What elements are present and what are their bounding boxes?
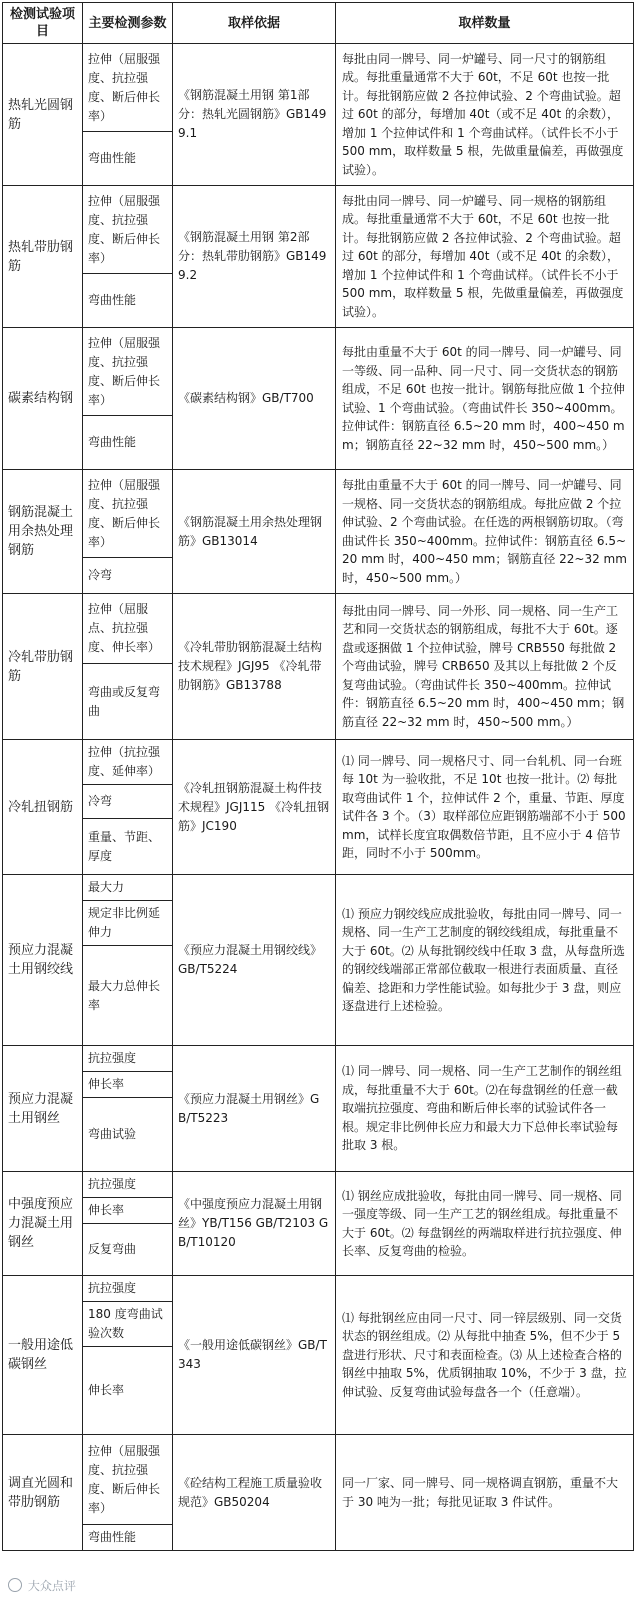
cell-item: 中强度预应力混凝土用钢丝	[3, 1172, 83, 1276]
watermark-logo-icon	[8, 1578, 22, 1592]
header-basis: 取样依据	[173, 3, 336, 44]
table-row	[3, 875, 634, 901]
cell-param: 抗拉强度	[83, 1276, 173, 1302]
cell-param: 弯曲或反复弯曲	[83, 664, 173, 740]
watermark	[8, 1577, 76, 1594]
cell-basis: 《钢筋混凝土用余热处理钢筋》GB13014	[173, 470, 336, 594]
cell-param: 拉伸（屈服强度、抗拉强度、断后伸长率）	[83, 186, 173, 274]
cell-param: 弯曲性能	[83, 416, 173, 470]
cell-basis: 《砼结构工程施工质量验收规范》GB50204	[173, 1435, 336, 1551]
table-row	[3, 1276, 634, 1302]
cell-quantity: ⑴ 每批钢丝应由同一尺寸、同一锌层级别、同一交货状态的钢丝组成。⑵ 从每批中抽查 5%，但不少于 5 盘进行形状、尺寸和表面检查。⑶ 从上述检查合格的钢丝中抽取 5%，优质钢抽取 10%，不少于 3 盘，拉伸试验、反复弯曲试验每盘各一个（任意端）。	[336, 1276, 634, 1435]
table-row	[3, 44, 634, 132]
table-row	[3, 594, 634, 664]
table-row	[3, 1046, 634, 1072]
cell-basis: 《钢筋混凝土用钢 第2部分：热轧带肋钢筋》GB1499.2	[173, 186, 336, 328]
header-item: 检测试验项目	[3, 3, 83, 44]
cell-param: 弯曲性能	[83, 1525, 173, 1551]
cell-item: 热轧光圆钢筋	[3, 44, 83, 186]
cell-param: 抗拉强度	[83, 1172, 173, 1198]
cell-param: 拉伸（屈服点、抗拉强度、伸长率）	[83, 594, 173, 664]
cell-basis: 《预应力混凝土用钢绞线》GB/T5224	[173, 875, 336, 1046]
cell-param: 重量、节距、厚度	[83, 819, 173, 875]
header-params: 主要检测参数	[83, 3, 173, 44]
cell-quantity: ⑴ 钢丝应成批验收，每批由同一牌号、同一规格、同一强度等级、同一生产工艺的钢丝组成。每批重量不大于 60t。⑵ 每盘钢丝的两端取样进行抗拉强度、伸长率、反复弯曲的检验。	[336, 1172, 634, 1276]
cell-param: 冷弯	[83, 785, 173, 819]
table-row	[3, 328, 634, 416]
cell-basis: 《碳素结构钢》GB/T700	[173, 328, 336, 470]
cell-quantity: 每批由重量不大于 60t 的同一牌号、同一炉罐号、同一等级、同一品种、同一尺寸、同一交货状态的钢筋组成，不足 60t 也按一批计。钢筋每批应做 1 个拉伸试验、1 个弯曲试验。（弯曲试件长 350~400mm。拉伸试件：钢筋直径 6.5~20 mm 时，400~450 mm；钢筋直径 22~32 mm 时，450~500 mm。）	[336, 328, 634, 470]
cell-quantity: 同一厂家、同一牌号、同一规格调直钢筋，重量不大于 30 吨为一批；每批见证取 3 件试件。	[336, 1435, 634, 1551]
table-body	[3, 44, 634, 1551]
cell-param: 伸长率	[83, 1347, 173, 1435]
table-header-row	[3, 3, 634, 44]
cell-quantity: 每批由同一牌号、同一炉罐号、同一尺寸的钢筋组成。每批重量通常不大于 60t，不足 60t 也按一批计。每批钢筋应做 2 各拉伸试验、2 个弯曲试验。超过 60t 的部分，每增加 40t（或不足 40t 的余数），增加 1 个拉伸试件和 1 个弯曲试样。（试件长不小于 500 mm，取样数量 5 根，先做重量偏差，再做强度试验）。	[336, 44, 634, 186]
cell-param: 反复弯曲	[83, 1224, 173, 1276]
cell-param: 最大力	[83, 875, 173, 901]
cell-basis: 《中强度预应力混凝土用钢丝》YB/T156 GB/T2103 GB/T10120	[173, 1172, 336, 1276]
cell-param: 弯曲性能	[83, 274, 173, 328]
cell-basis: 《一般用途低碳钢丝》GB/T343	[173, 1276, 336, 1435]
cell-param: 弯曲性能	[83, 132, 173, 186]
cell-item: 碳素结构钢	[3, 328, 83, 470]
cell-quantity: 每批由重量不大于 60t 的同一牌号、同一炉罐号、同一规格、同一交货状态的钢筋组成。每批应做 2 个拉伸试验、2 个弯曲试验。在任选的两根钢筋切取。（弯曲试件长 350~400mm。拉伸试件：钢筋直径 6.5~20 mm 时，400~450 mm；钢筋直径 22~32 mm 时，450~500 mm。）	[336, 470, 634, 594]
cell-param: 拉伸（屈服强度、抗拉强度、断后伸长率）	[83, 1435, 173, 1525]
cell-item: 钢筋混凝土用余热处理钢筋	[3, 470, 83, 594]
watermark-text: 大众点评	[27, 1579, 76, 1593]
cell-quantity: 每批由同一牌号、同一炉罐号、同一规格的钢筋组成。每批重量通常不大于 60t，不足 60t 也按一批计。每批钢筋应做 2 各拉伸试验、2 个弯曲试验。超过 60t 的部分，每增加 40t（或不足 40t 的余数），增加 1 个拉伸试件和 1 个弯曲试样。（试件长不小于 500 mm，取样数量 5 根，先做重量偏差，再做强度试验）。	[336, 186, 634, 328]
table-row	[3, 470, 634, 558]
cell-quantity: 每批由同一牌号、同一外形、同一规格、同一生产工艺和同一交货状态的钢筋组成，每批不大于 60t。逐盘或逐捆做 1 个拉伸试验，牌号 CRB550 每批做 2 个弯曲试验，牌号 CRB650 及其以上每批做 2 个反复弯曲试验。（弯曲试件长 350~400mm。拉伸试件：钢筋直径 6.5~20 mm 时，400~450 mm；钢筋直径 22~32 mm 时，450~500 mm。）	[336, 594, 634, 740]
cell-quantity: ⑴ 同一牌号、同一规格、同一生产工艺制作的钢丝组成，每批重量不大于 60t。⑵在每盘钢丝的任意一截取端抗拉强度、弯曲和断后伸长率的试验试件各一根。规定非比例伸长应力和最大力下总伸长率试验每批取 3 根。	[336, 1046, 634, 1172]
cell-item: 调直光圆和带肋钢筋	[3, 1435, 83, 1551]
cell-param: 拉伸（抗拉强度、延伸率）	[83, 740, 173, 785]
cell-basis: 《预应力混凝土用钢丝》GB/T5223	[173, 1046, 336, 1172]
table-row	[3, 1435, 634, 1525]
sampling-table	[2, 2, 634, 1551]
cell-quantity: ⑴ 预应力钢绞线应成批验收，每批由同一牌号、同一规格、同一生产工艺制度的钢绞线组成，每批重量不大于 60t。⑵ 从每批钢绞线中任取 3 盘，从每盘所选的钢绞线端部正常部位截取一根进行表面质量、直径偏差、捻距和力学性能试验。如每批少于 3 盘，则应逐盘进行上述检验。	[336, 875, 634, 1046]
cell-item: 热轧带肋钢筋	[3, 186, 83, 328]
cell-param: 最大力总伸长率	[83, 946, 173, 1046]
cell-basis: 《钢筋混凝土用钢 第1部分：热轧光圆钢筋》GB1499.1	[173, 44, 336, 186]
cell-item: 冷轧带肋钢筋	[3, 594, 83, 740]
cell-param: 抗拉强度	[83, 1046, 173, 1072]
cell-item: 一般用途低碳钢丝	[3, 1276, 83, 1435]
cell-param: 弯曲试验	[83, 1098, 173, 1172]
cell-param: 伸长率	[83, 1198, 173, 1224]
cell-param: 拉伸（屈服强度、抗拉强度、断后伸长率）	[83, 470, 173, 558]
table-row	[3, 1172, 634, 1198]
cell-param: 伸长率	[83, 1072, 173, 1098]
cell-param: 拉伸（屈服强度、抗拉强度、断后伸长率）	[83, 44, 173, 132]
cell-item: 冷轧扭钢筋	[3, 740, 83, 875]
cell-basis: 《冷轧扭钢筋混凝土构件技术规程》JGJ115 《冷轧扭钢筋》JC190	[173, 740, 336, 875]
header-quantity: 取样数量	[336, 3, 634, 44]
table-row	[3, 186, 634, 274]
cell-quantity: ⑴ 同一牌号、同一规格尺寸、同一台轧机、同一台班每 10t 为一验收批，不足 10t 也按一批计。⑵ 每批取弯曲试件 1 个，拉伸试件 2 个，重量、节距、厚度试件各 3 个。（3）取样部位应距钢筋端部不小于 500mm，试样长度宜取偶数倍节距，且不应小于 4 倍节距，同时不小于 500mm。	[336, 740, 634, 875]
cell-param: 拉伸（屈服强度、抗拉强度、断后伸长率）	[83, 328, 173, 416]
cell-param: 180 度弯曲试验次数	[83, 1302, 173, 1347]
cell-item: 预应力混凝土用钢绞线	[3, 875, 83, 1046]
cell-param: 冷弯	[83, 558, 173, 594]
table-row	[3, 740, 634, 785]
cell-param: 规定非比例延伸力	[83, 901, 173, 946]
cell-item: 预应力混凝土用钢丝	[3, 1046, 83, 1172]
cell-basis: 《冷轧带肋钢筋混凝土结构技术规程》JGJ95 《冷轧带肋钢筋》GB13788	[173, 594, 336, 740]
